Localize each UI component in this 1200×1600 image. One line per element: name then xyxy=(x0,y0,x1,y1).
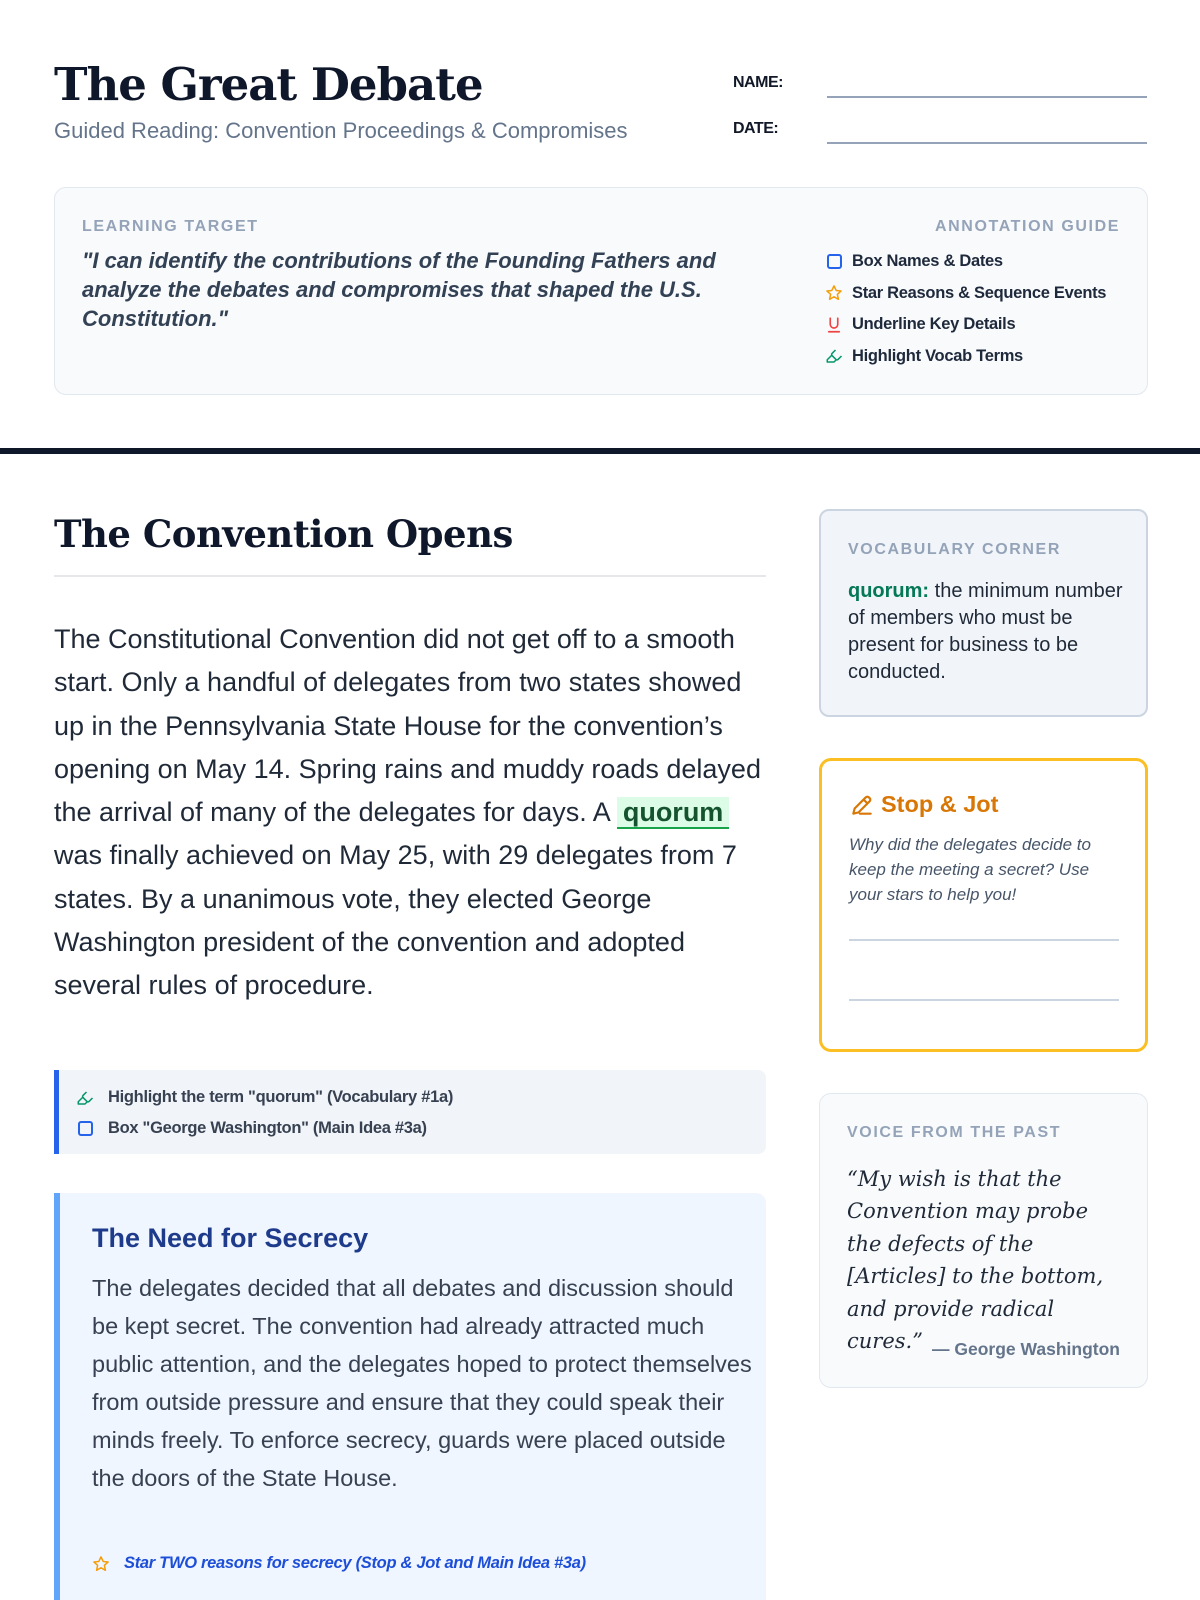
pencil-icon xyxy=(849,792,875,818)
stop-and-jot-heading xyxy=(849,791,999,818)
secrecy-instruction-label: Star TWO reasons for secrecy (Stop & Jot and Main Idea #3a) xyxy=(124,1554,586,1572)
underline-icon xyxy=(825,316,843,334)
annotation-instructions xyxy=(54,1070,766,1154)
section-title-rule xyxy=(54,575,766,577)
date-field-line[interactable] xyxy=(827,142,1147,144)
voice-quote: “My wish is that the Convention may probe the defects of the [Articles] to the bottom, and provide radical cures.” xyxy=(847,1167,1104,1354)
name-field-line[interactable] xyxy=(827,96,1147,98)
passage-text: The Constitutional Convention did not get off to a smooth start. Only a handful of delegates from two states showed up in the Pennsylvania State House for the convention’s opening on May 14. Spring rains and muddy roads delayed the arrival of many of the delegates for days. A xyxy=(54,624,761,828)
section-divider xyxy=(0,448,1200,454)
instruction-label: Highlight the term "quorum" (Vocabulary #1a) xyxy=(108,1088,454,1106)
star-icon xyxy=(92,1555,110,1573)
worksheet-title: The Great Debate xyxy=(54,58,483,111)
passage-text: was finally achieved on May 25, with 29 delegates from 7 states. By a unanimous vote, they elected George Washington president of the convention and adopted several rules of procedure. xyxy=(54,840,737,1001)
answer-line[interactable] xyxy=(849,999,1119,1001)
instruction-item xyxy=(76,1113,766,1144)
guide-item-label: Underline Key Details xyxy=(852,315,1016,334)
guide-item-star xyxy=(825,278,1106,310)
guide-item-underline xyxy=(825,309,1106,341)
guide-item-box xyxy=(825,246,1106,278)
secrecy-text: The delegates decided that all debates and discussion should be kept secret. The convention had already attracted much public attention, and the delegates hoped to protect themselves from outside pressure and ensure that they could speak their minds freely. To enforce secrecy, guards were placed outside the doors of the State House. xyxy=(92,1275,752,1491)
annotation-guide-list xyxy=(825,246,1106,372)
vocabulary-definition-text: the minimum number of members who must be present for business to be conducted. xyxy=(848,580,1123,683)
worksheet-header xyxy=(54,56,1148,156)
learning-target-quote: "I can identify the contributions of the Founding Fathers and analyze the debates and compromises that shaped the U.S. Constitution." xyxy=(82,248,716,331)
secrecy-callout xyxy=(54,1193,766,1600)
guide-item-label: Box Names & Dates xyxy=(852,252,1003,271)
guide-item-highlight xyxy=(825,341,1106,373)
secrecy-instruction xyxy=(92,1554,586,1573)
stop-and-jot-title: Stop & Jot xyxy=(881,791,999,817)
instruction-item xyxy=(76,1082,766,1113)
vocab-highlight-quorum: quorum xyxy=(617,797,730,829)
instruction-label: Box "George Washington" (Main Idea #3a) xyxy=(108,1119,427,1137)
guide-item-label: Highlight Vocab Terms xyxy=(852,346,1023,365)
box-icon xyxy=(825,253,843,271)
vocabulary-corner-card xyxy=(819,509,1148,717)
learning-target-box xyxy=(54,187,1148,395)
voice-from-past-card xyxy=(819,1093,1148,1388)
answer-line[interactable] xyxy=(849,939,1119,941)
voice-attribution: — George Washington xyxy=(932,1339,1120,1359)
date-label: DATE: xyxy=(733,120,779,137)
voice-from-past-label: VOICE FROM THE PAST xyxy=(847,1124,1062,1141)
stop-and-jot-prompt: Why did the delegates decide to keep the meeting a secret? Use your stars to help you! xyxy=(849,835,1091,904)
box-icon xyxy=(76,1120,94,1138)
annotation-guide-label: ANNOTATION GUIDE xyxy=(935,218,1120,235)
section-title: The Convention Opens xyxy=(54,512,513,556)
vocabulary-corner-label: VOCABULARY CORNER xyxy=(848,541,1061,558)
highlighter-icon xyxy=(76,1089,94,1107)
name-label: NAME: xyxy=(733,74,783,91)
main-reading-passage xyxy=(54,618,766,1008)
vocabulary-definition xyxy=(848,578,1128,686)
secrecy-title: The Need for Secrecy xyxy=(92,1223,369,1253)
guide-item-label: Star Reasons & Sequence Events xyxy=(852,283,1107,302)
star-icon xyxy=(825,284,843,302)
worksheet-subtitle: Guided Reading: Convention Proceedings & Compromises xyxy=(54,118,628,143)
vocabulary-term: quorum: xyxy=(848,580,930,602)
highlighter-icon xyxy=(825,347,843,365)
stop-and-jot-card xyxy=(819,758,1148,1052)
learning-target-label: LEARNING TARGET xyxy=(82,218,259,235)
